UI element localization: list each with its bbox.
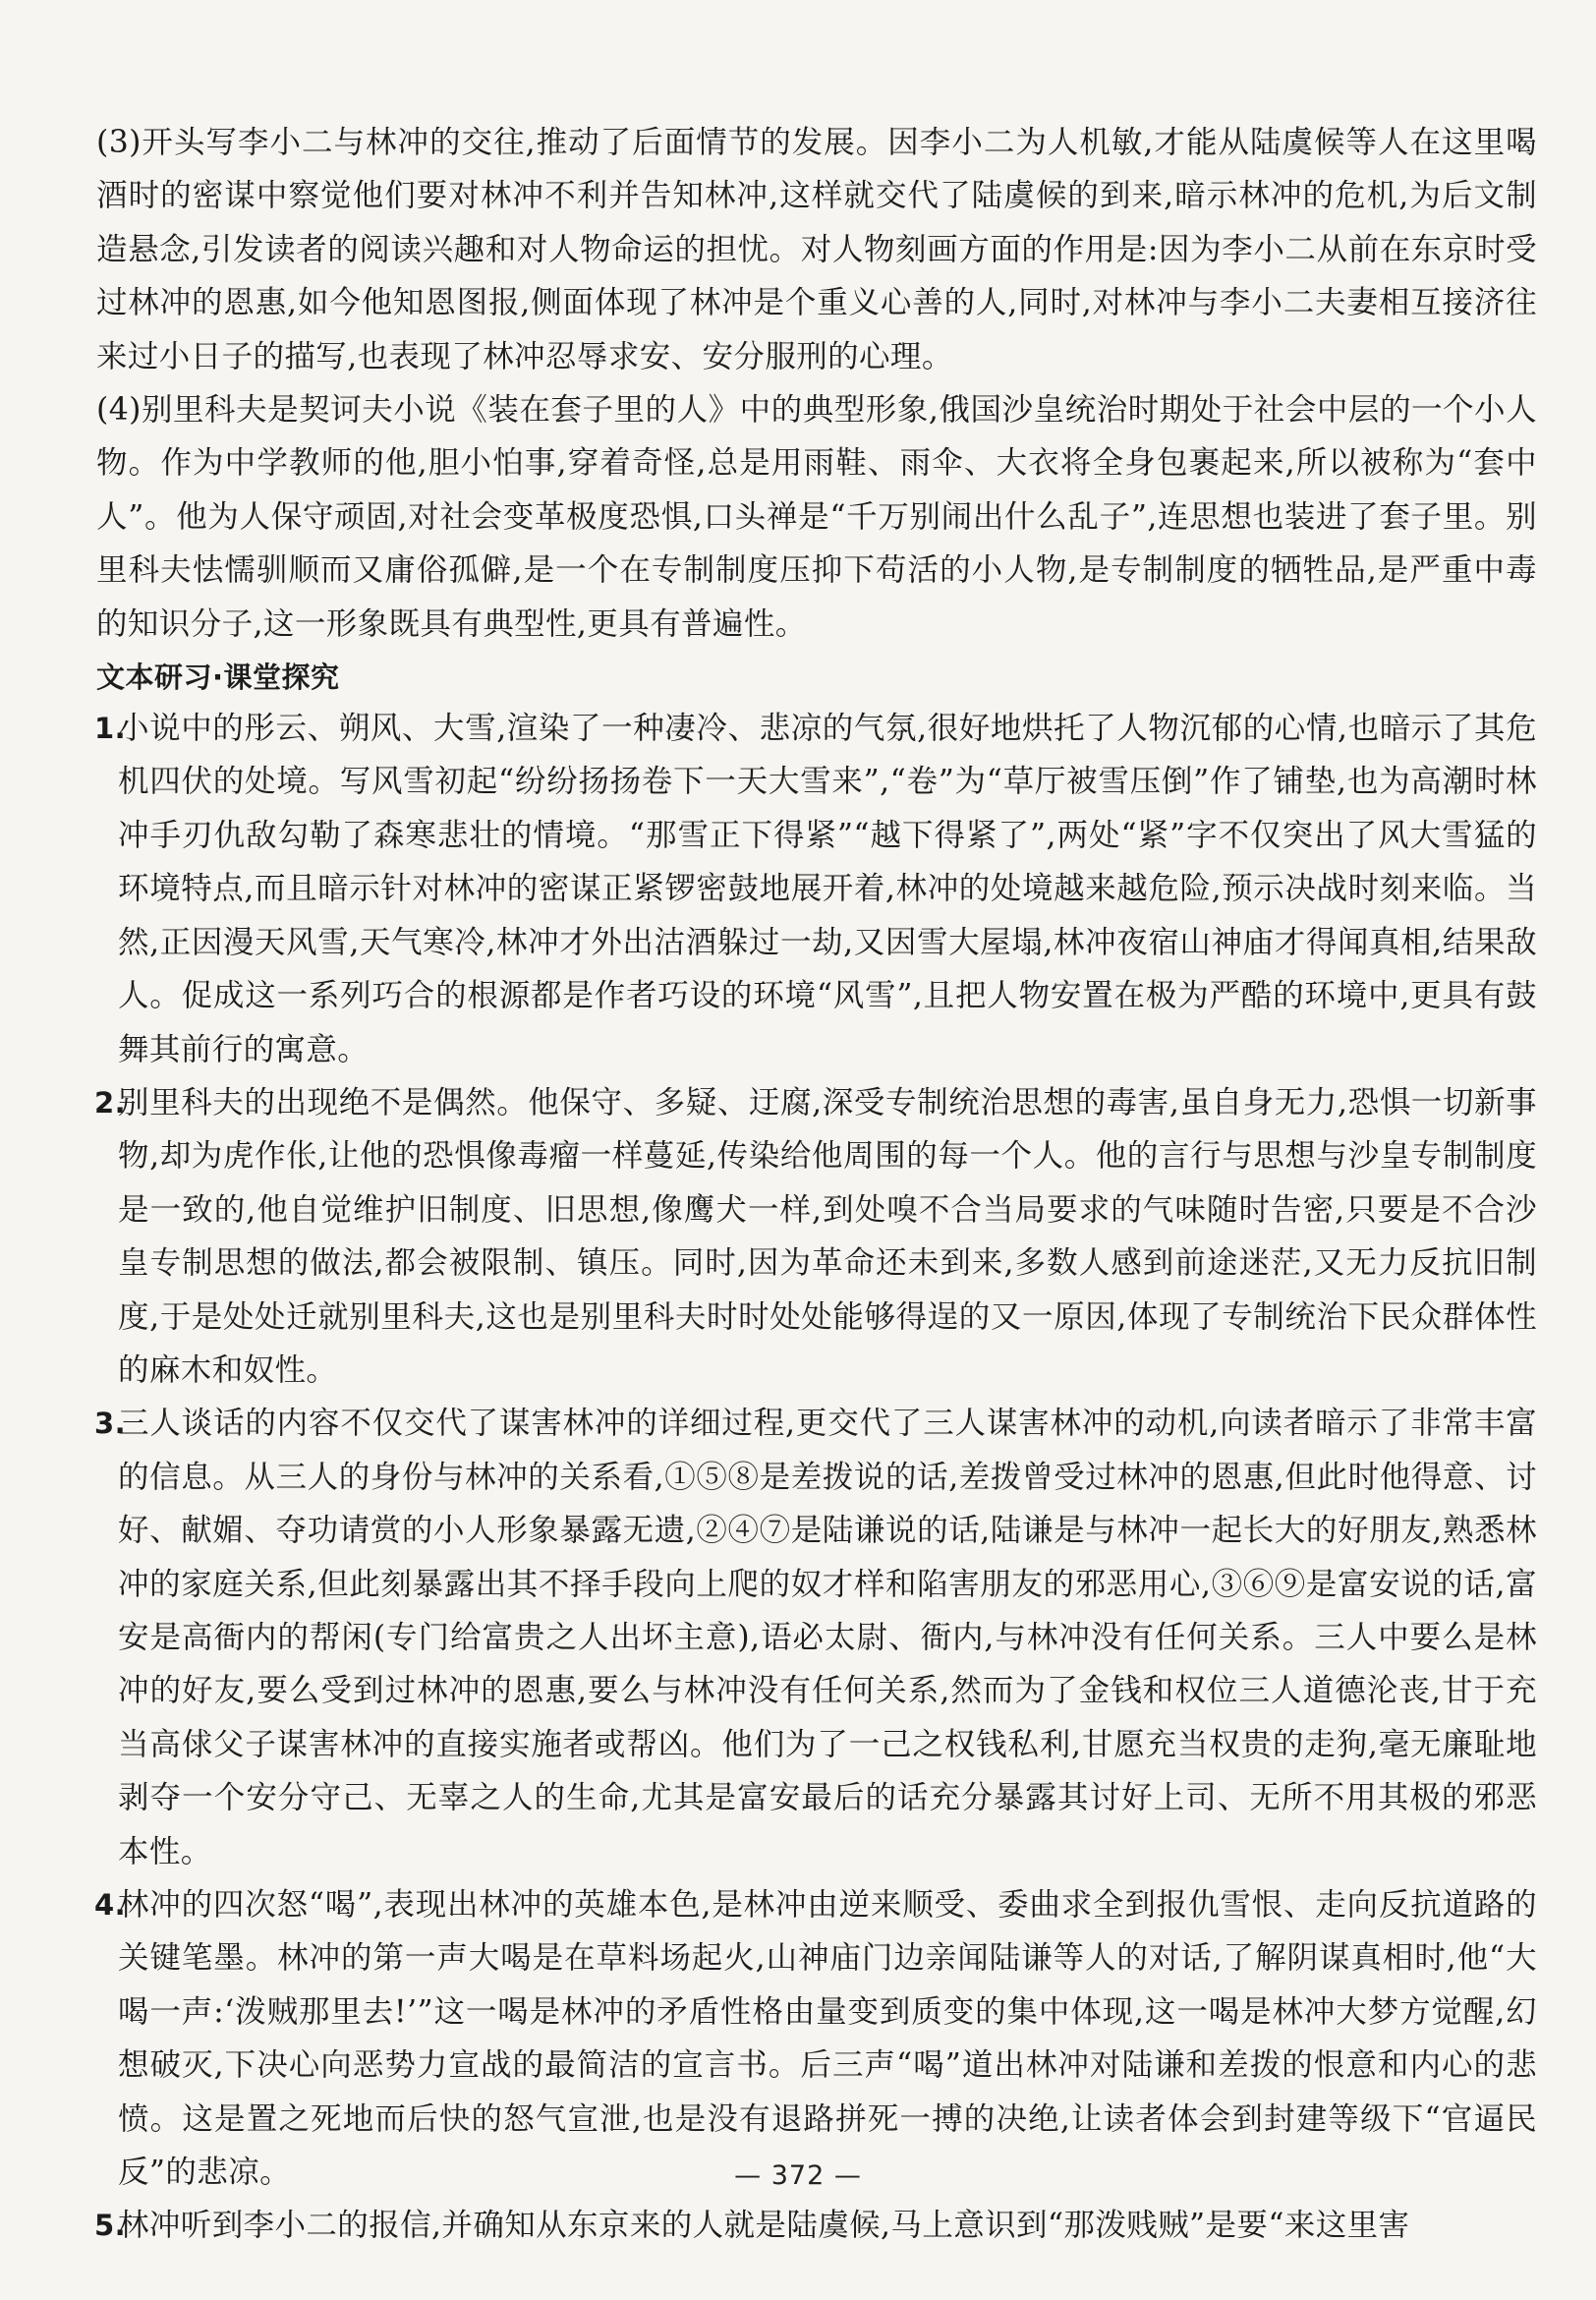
item-number: 5. (94, 2209, 126, 2243)
item-number: 1. (94, 712, 126, 746)
list-item (96, 702, 1537, 1076)
list-item (96, 2199, 1537, 2252)
paragraph-3: (3)开头写李小二与林冲的交往,推动了后面情节的发展。因李小二为人机敏,才能从陆虞候等人在这里喝酒时的密谋中察觉他们要对林冲不利并告知林冲,这样就交代了陆虞候的到来,暗示林冲的危机,为后文制造悬念,引发读者的阅读兴趣和对人物命运的担忧。对人物刻画方面的作用是:因为李小二从前在东京时受过林冲的恩惠,如今他知恩图报,侧面体现了林冲是个重义心善的人,同时,对林冲与李小二夫妻相互接济往来过小日子的描写,也表现了林冲忍辱求安、安分服刑的心理。 (96, 125, 1537, 374)
item-text: 林冲的四次怒“喝”,表现出林冲的英雄本色,是林冲由逆来顺受、委曲求全到报仇雪恨、走向反抗道路的关键笔墨。林冲的第一声大喝是在草料场起火,山神庙门边亲闻陆谦等人的对话,了解阴谋真相时,他“大喝一声:‘泼贼那里去!’”这一喝是林冲的矛盾性格由量变到质变的集中体现,这一喝是林冲大梦方觉醒,幻想破灭,下决心向恶势力宣战的最简洁的宣言书。后三声“喝”道出林冲对陆谦和差拨的恨意和内心的悲愤。这是置之死地而后快的怒气宣泄,也是没有退路拼死一搏的决绝,让读者体会到封建等级下“官逼民反”的悲凉。 (118, 1887, 1537, 2191)
page-body (96, 116, 1537, 2253)
item-text: 小说中的彤云、朔风、大雪,渲染了一种凄冷、悲凉的气氛,很好地烘托了人物沉郁的心情,也暗示了其危机四伏的处境。写风雪初起“纷纷扬扬卷下一天大雪来”,“卷”为“草厅被雪压倒”作了铺垫,也为高潮时林冲手刃仇敌勾勒了森寒悲壮的情境。“那雪正下得紧”“越下得紧了”,两处“紧”字不仅突出了风大雪猛的环境特点,而且暗示针对林冲的密谋正紧锣密鼓地展开着,林冲的处境越来越危险,预示决战时刻来临。当然,正因漫天风雪,天气寒冷,林冲才外出沽酒躲过一劫,又因雪大屋塌,林冲夜宿山神庙才得闻真相,结果敌人。促成这一系列巧合的根源都是作者巧设的环境“风雪”,且把人物安置在极为严酷的环境中,更具有鼓舞其前行的寓意。 (118, 711, 1537, 1067)
item-number: 4. (94, 1888, 126, 1922)
item-number: 3. (94, 1407, 126, 1441)
list-item (96, 1878, 1537, 2199)
section-heading: 文本研习·课堂探究 (96, 661, 340, 695)
item-number: 2. (94, 1085, 126, 1120)
page-number: — 372 — (734, 2160, 862, 2191)
list-item (96, 1397, 1537, 1878)
item-text: 别里科夫的出现绝不是偶然。他保守、多疑、迂腐,深受专制统治思想的毒害,虽自身无力,恐惧一切新事物,却为虎作伥,让他的恐惧像毒瘤一样蔓延,传染给他周围的每一个人。他的言行与思想与沙皇专制制度是一致的,他自觉维护旧制度、旧思想,像鹰犬一样,到处嗅不合当局要求的气味随时告密,只要是不合沙皇专制思想的做法,都会被限制、镇压。同时,因为革命还未到来,多数人感到前途迷茫,又无力反抗旧制度,于是处处迁就别里科夫,这也是别里科夫时时处处能够得逞的又一原因,体现了专制统治下民众群体性的麻木和奴性。 (118, 1084, 1537, 1388)
item-text: 林冲听到李小二的报信,并确知从东京来的人就是陆虞候,马上意识到“那泼贱贼”是要“来这里害 (118, 2208, 1410, 2244)
list-item (96, 1076, 1537, 1397)
paragraph-4: (4)别里科夫是契诃夫小说《装在套子里的人》中的典型形象,俄国沙皇统治时期处于社会中层的一个小人物。作为中学教师的他,胆小怕事,穿着奇怪,总是用雨鞋、雨伞、大衣将全身包裹起来,所以被称为“套中人”。他为人保守顽固,对社会变革极度恐惧,口头禅是“千万别闹出什么乱子”,连思想也装进了套子里。别里科夫怯懦驯顺而又庸俗孤僻,是一个在专制制度压抑下苟活的小人物,是专制制度的牺牲品,是严重中毒的知识分子,这一形象既具有典型性,更具有普遍性。 (96, 392, 1537, 642)
item-text: 三人谈话的内容不仅交代了谋害林冲的详细过程,更交代了三人谋害林冲的动机,向读者暗示了非常丰富的信息。从三人的身份与林冲的关系看,①⑤⑧是差拨说的话,差拨曾受过林冲的恩惠,但此时他得意、讨好、献媚、夺功请赏的小人形象暴露无遗,②④⑦是陆谦说的话,陆谦是与林冲一起长大的好朋友,熟悉林冲的家庭关系,但此刻暴露出其不择手段向上爬的奴才样和陷害朋友的邪恶用心,③⑥⑨是富安说的话,富安是高衙内的帮闲(专门给富贵之人出坏主意),语必太尉、衙内,与林冲没有任何关系。三人中要么是林冲的好友,要么受到过林冲的恩惠,要么与林冲没有任何关系,然而为了金钱和权位三人道德沦丧,甘于充当高俅父子谋害林冲的直接实施者或帮凶。他们为了一己之权钱私利,甘愿充当权贵的走狗,毫无廉耻地剥夺一个安分守己、无辜之人的生命,尤其是富安最后的话充分暴露其讨好上司、无所不用其极的邪恶本性。 (118, 1406, 1537, 1869)
